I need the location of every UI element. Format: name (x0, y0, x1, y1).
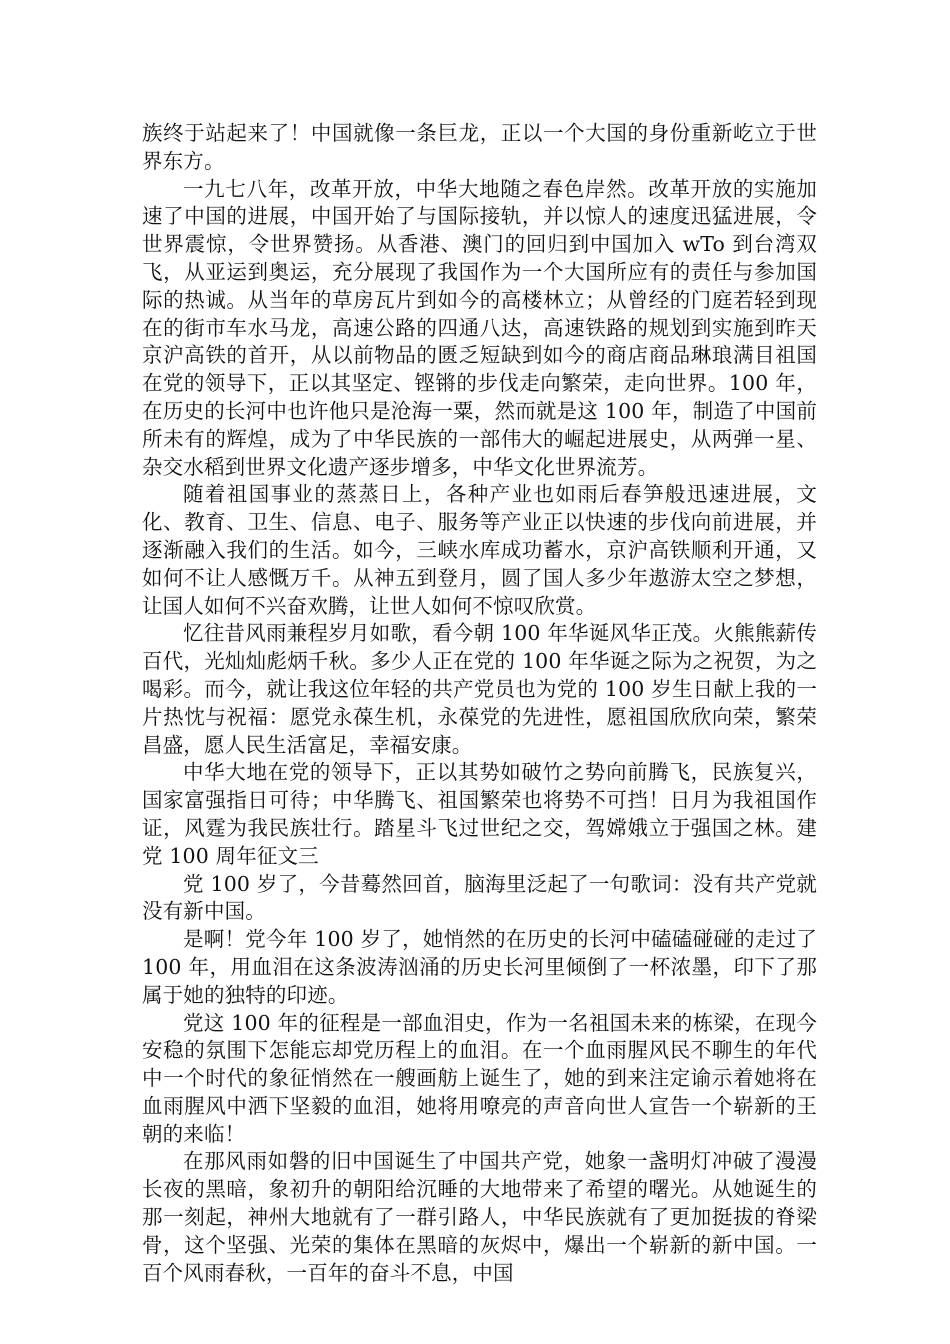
paragraph-9: 在那风雨如磐的旧中国诞生了中国共产党，她象一盏明灯冲破了漫漫长夜的黑暗，象初升的朝阳给沉睡的大地带来了希望的曙光。从她诞生的那一刻起，神州大地就有了一群引路人，中华民族就有了更加挺拔的脊梁骨，这个坚强、光荣的集体在黑暗的灰烬中，爆出一个崭新的新中国。一百个风雨春秋，一百年的奋斗不息，中国 (142, 1149, 817, 1285)
paragraph-6: 党 100 岁了，今昔蓦然回首，脑海里泛起了一句歌词：没有共产党就没有新中国。 (142, 871, 817, 924)
paragraph-5: 中华大地在党的领导下，正以其势如破竹之势向前腾飞，民族复兴，国家富强指日可待；中华腾飞、祖国繁荣也将势不可挡！日月为我祖国作证，风霆为我民族壮行。踏星斗飞过世纪之交，驾嫦娥立于强国之林。建党 100 周年征文三 (142, 760, 817, 868)
document-body (142, 120, 817, 1287)
paragraph-3: 随着祖国事业的蒸蒸日上，各种产业也如雨后春笋般迅速进展，文化、教育、卫生、信息、电子、服务等产业正以快速的步伐向前进展，并逐渐融入我们的生活。如今，三峡水库成功蓄水，京沪高铁顺利开通，又如何不让人感慨万千。从神五到登月，圆了国人多少年遨游太空之梦想，让国人如何不兴奋欢腾，让世人如何不惊叹欣赏。 (142, 482, 817, 618)
paragraph-1: 族终于站起来了！中国就像一条巨龙，正以一个大国的身份重新屹立于世界东方。 (142, 121, 817, 173)
paragraph-7: 是啊！党今年 100 岁了，她悄然的在历史的长河中磕磕碰碰的走过了 100 年，用血泪在这条波涛汹涌的历史长河里倾倒了一杯浓墨，印下了那属于她的独特的印迹。 (142, 927, 817, 1007)
paragraph-8: 党这 100 年的征程是一部血泪史，作为一名祖国未来的栋梁，在现今安稳的氛围下怎能忘却党历程上的血泪。在一个血雨腥风民不聊生的年代中一个时代的象征悄然在一艘画舫上诞生了，她的到来注定谕示着她将在血雨腥风中洒下坚毅的血泪，她将用嘹亮的声音向世人宣告一个崭新的王朝的来临！ (142, 1010, 817, 1146)
paragraph-4: 忆往昔风雨兼程岁月如歌，看今朝 100 年华诞风华正茂。火熊熊薪传百代，光灿灿彪炳千秋。多少人正在党的 100 年华诞之际为之祝贺，为之喝彩。而今，就让我这位年轻的共产党员也为党的 100 岁生日献上我的一片热忱与祝福：愿党永葆生机，永葆党的先进性，愿祖国欣欣向荣，繁荣昌盛，愿人民生活富足，幸福安康。 (142, 621, 817, 757)
paragraph-2: 一九七八年，改革开放，中华大地随之春色岸然。改革开放的实施加速了中国的进展，中国开始了与国际接轨，并以惊人的速度迅猛进展，令世界震惊，令世界赞扬。从香港、澳门的回归到中国加入 wTo 到台湾双飞，从亚运到奥运，充分展现了我国作为一个大国所应有的责任与参加国际的热诚。从当年的草房瓦片到如今的高楼林立；从曾经的门庭若轻到现在的街市车水马龙，高速公路的四通八达，高速铁路的规划到实施到昨天京沪高铁的首开，从以前物品的匮乏短缺到如今的商店商品琳琅满目祖国在党的领导下，正以其坚定、铿锵的步伐走向繁荣，走向世界。100 年，在历史的长河中也许他只是沧海一粟，然而就是这 100 年，制造了中国前所未有的辉煌，成为了中华民族的一部伟大的崛起进展史，从两弹一星、杂交水稻到世界文化遗产逐步增多，中华文化世界流芳。 (142, 176, 817, 479)
